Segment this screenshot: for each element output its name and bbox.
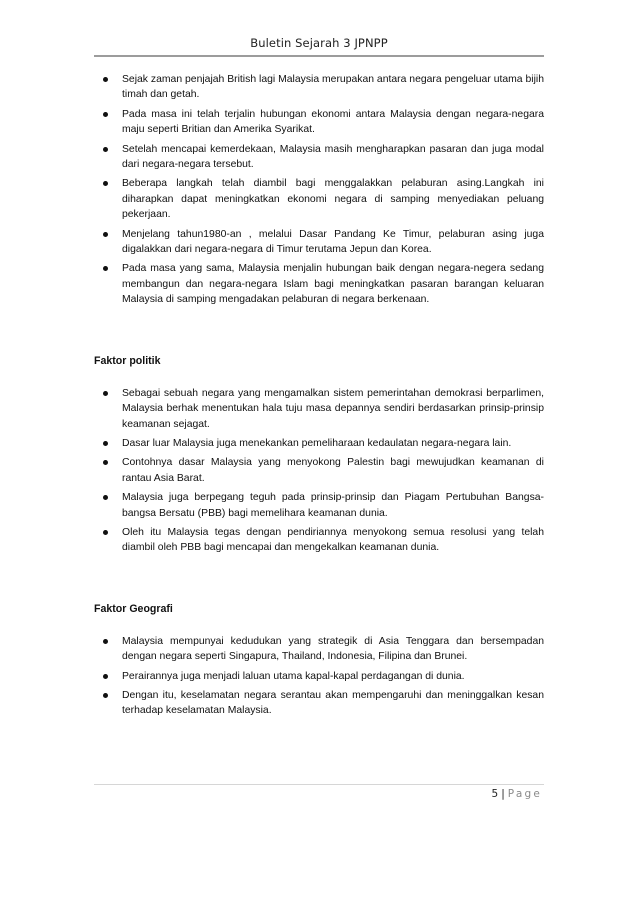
list-item: Sebagai sebuah negara yang mengamalkan sistem pemerintahan demokrasi berparlimen, Malaysia berhak menentukan hala tuju masa depannya sendiri berdasarkan prinsip-prinsip keamanan sejagat. — [94, 386, 544, 432]
section-heading-geografi: Faktor Geografi — [94, 602, 173, 615]
bullet-icon — [103, 232, 108, 237]
list-item: Dasar luar Malaysia juga menekankan pemeliharaan kedaulatan negara-negara lain. — [94, 436, 544, 451]
page-number-separator: | — [501, 788, 505, 800]
footer-rule — [94, 784, 544, 785]
list-item: Perairannya juga menjadi laluan utama kapal-kapal perdagangan di dunia. — [94, 669, 544, 684]
bullet-icon — [103, 266, 108, 271]
list-item: Malaysia mempunyai kedudukan yang strategik di Asia Tenggara dan bersempadan dengan negara seperti Singapura, Thailand, Indonesia, Filipina dan Brunei. — [94, 634, 544, 665]
list-item: Beberapa langkah telah diambil bagi menggalakkan pelaburan asing.Langkah ini diharapkan dapat meningkatkan ekonomi negara di samping menyediakan peluang pekerjaan. — [94, 176, 544, 222]
bullet-icon — [103, 460, 108, 465]
list-item: Pada masa ini telah terjalin hubungan ekonomi antara Malaysia dengan negara-negara maju seperti Britian dan Amerika Syarikat. — [94, 107, 544, 138]
list-item: Menjelang tahun1980-an , melalui Dasar Pandang Ke Timur, pelaburan asing juga digalakkan dari negara-negara di Timur terutama Jepun dan Korea. — [94, 227, 544, 258]
header-rule — [94, 55, 544, 57]
page-number-value: 5 — [491, 788, 499, 800]
bullet-icon — [103, 391, 108, 396]
page-number — [94, 788, 542, 800]
bullet-icon — [103, 441, 108, 446]
list-item: Dengan itu, keselamatan negara serantau akan mempengaruhi dan meninggalkan kesan terhadap keselamatan Malaysia. — [94, 688, 544, 719]
bullet-icon — [103, 693, 108, 698]
bullet-icon — [103, 674, 108, 679]
list-item: Malaysia juga berpegang teguh pada prinsip-prinsip dan Piagam Pertubuhan Bangsa-bangsa Bersatu (PBB) bagi memelihara keamanan dunia. — [94, 490, 544, 521]
bullet-icon — [103, 147, 108, 152]
bullet-icon — [103, 77, 108, 82]
list-item: Setelah mencapai kemerdekaan, Malaysia masih mengharapkan pasaran dan juga modal dari negara-negara tersebut. — [94, 142, 544, 173]
section-heading-politik: Faktor politik — [94, 354, 161, 367]
page-header-title: Buletin Sejarah 3 JPNPP — [250, 36, 388, 50]
bullet-icon — [103, 112, 108, 117]
list-item: Sejak zaman penjajah British lagi Malaysia merupakan antara negara pengeluar utama bijih timah dan getah. — [94, 72, 544, 103]
page-word-label: Page — [507, 788, 542, 800]
section-geografi-list — [94, 634, 544, 719]
list-item: Contohnya dasar Malaysia yang menyokong Palestin bagi mewujudkan keamanan di rantau Asia Barat. — [94, 455, 544, 486]
section-politik-list — [94, 386, 544, 556]
bullet-icon — [103, 530, 108, 535]
bullet-icon — [103, 181, 108, 186]
list-item: Oleh itu Malaysia tegas dengan pendiriannya menyokong semua resolusi yang telah diambil oleh PBB bagi mencapai dan mengekalkan keamanan dunia. — [94, 525, 544, 556]
list-item: Pada masa yang sama, Malaysia menjalin hubungan baik dengan negara-negera sedang membangun dan negara-negara Islam bagi meningkatkan pasaran barangan keluaran Malaysia di samping mengadakan pelaburan di negara berkenaan. — [94, 261, 544, 307]
bullet-icon — [103, 495, 108, 500]
bullet-icon — [103, 639, 108, 644]
page-content — [94, 62, 544, 719]
section-intro-list — [94, 72, 544, 308]
